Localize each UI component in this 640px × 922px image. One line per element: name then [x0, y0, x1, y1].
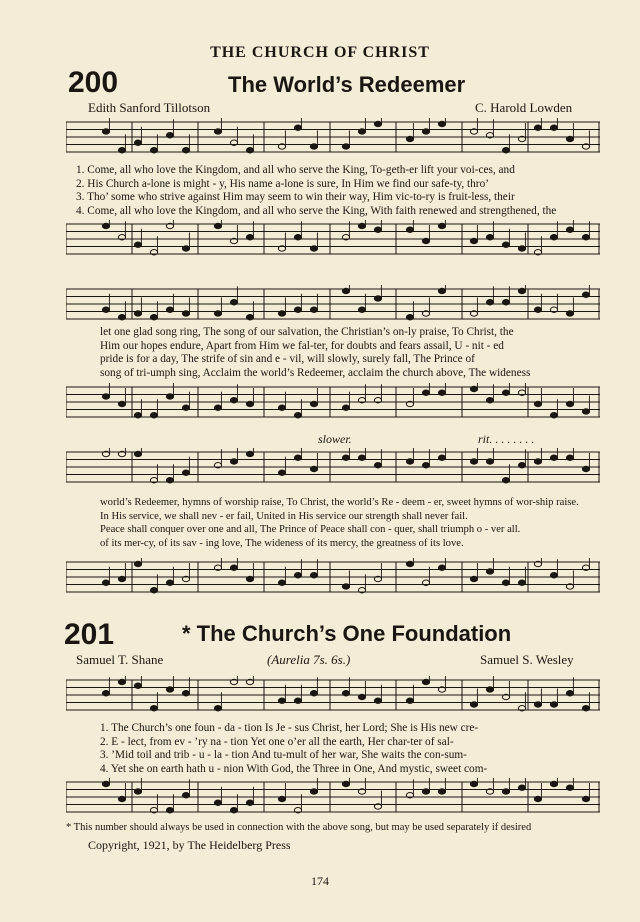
note-head [486, 569, 493, 574]
note-head [486, 235, 493, 240]
note-head [534, 796, 541, 801]
note-head [358, 455, 365, 460]
note-head [214, 405, 221, 410]
note-head [342, 691, 349, 696]
hymn-201-title: * The Church’s One Foundation [182, 621, 512, 646]
note-head [182, 793, 189, 798]
note-head [342, 584, 349, 589]
note-head [150, 588, 157, 593]
note-head [150, 315, 157, 320]
note-head [294, 698, 301, 703]
note-head [438, 288, 445, 293]
verse-line: 4. Yet she on earth hath u - nion With God, the Three in One, And mystic, sweet com- [100, 762, 488, 775]
hymn-200-author: Edith Sanford Tillotson [88, 100, 211, 115]
note-head [294, 455, 301, 460]
note-head [470, 386, 477, 391]
note-head [182, 148, 189, 153]
hymn-200-treble-staff-3 [66, 448, 600, 486]
note-head [102, 223, 109, 228]
verse-line: song of tri-umph sing, Acclaim the world’s Redeemer, acclaim the church above, The wideness [100, 366, 531, 379]
hymn-200-verses-system-1 [76, 164, 556, 218]
note-head [278, 796, 285, 801]
note-head [214, 311, 221, 316]
note-head [246, 148, 253, 153]
hymn-200-bass-staff-3 [66, 558, 600, 596]
note-head [214, 223, 221, 228]
staff-lines [66, 383, 600, 423]
note-head [134, 789, 141, 794]
note-head [134, 451, 141, 456]
note-head [342, 455, 349, 460]
note-head [422, 129, 429, 134]
note-head [294, 125, 301, 130]
verse-line: 1. Come, all who love the Kingdom, and all who serve the King, To-geth-er lift your voi-ces, and [76, 164, 515, 176]
note-head [278, 698, 285, 703]
note-head [214, 800, 221, 805]
note-head [166, 580, 173, 585]
note-head [102, 580, 109, 585]
hymn-201-composer: Samuel S. Wesley [480, 652, 574, 667]
note-head [486, 459, 493, 464]
note-head [566, 311, 573, 316]
verse-line: 1. The Church’s one foun - da - tion Is Je - sus Christ, her Lord; She is His new cre- [100, 722, 479, 734]
note-head [502, 789, 509, 794]
note-head [358, 307, 365, 312]
note-head [166, 394, 173, 399]
note-head [550, 573, 557, 578]
note-head [214, 706, 221, 711]
hymn-201-number: 201 [64, 618, 115, 651]
note-head [342, 144, 349, 149]
staff-lines [66, 285, 600, 325]
verse-line: In His service, we shall nev - er fail, United in His service our strength shall never fail. [100, 510, 468, 522]
staff-lines [66, 448, 600, 488]
hymn-201-bass-staff [66, 778, 600, 816]
hymn-200-bass-staff-1 [66, 220, 600, 258]
verse-line: Peace shall conquer over one and all, The Prince of Peace shall con - quer, shall triumph o - ver all. [100, 524, 521, 535]
note-head [118, 315, 125, 320]
note-head [406, 561, 413, 566]
verse-line: 4. Come, all who love the Kingdom, and all who serve the King, With faith renewed and strengthened, the [76, 204, 557, 217]
note-head [438, 390, 445, 395]
note-head [150, 148, 157, 153]
note-head [102, 781, 109, 786]
note-head [470, 781, 477, 786]
note-head [358, 694, 365, 699]
hymn-200-title: The World’s Redeemer [228, 72, 466, 97]
note-head [134, 311, 141, 316]
note-head [342, 781, 349, 786]
note-head [310, 789, 317, 794]
note-head [486, 687, 493, 692]
note-head [182, 311, 189, 316]
staff-lines [66, 676, 600, 716]
note-head [182, 470, 189, 475]
copyright: Copyright, 1921, by The Heidelberg Press [88, 838, 291, 852]
note-head [182, 246, 189, 251]
note-head [102, 691, 109, 696]
note-head [422, 390, 429, 395]
note-head [102, 394, 109, 399]
footnote: * This number should always be used in connection with the above song, but may be used separately if desired [66, 822, 532, 833]
note-head [374, 121, 381, 126]
note-head [294, 413, 301, 418]
staff-lines [66, 778, 600, 818]
note-head [166, 307, 173, 312]
note-head [422, 238, 429, 243]
note-head [118, 796, 125, 801]
hymn-201-tune: (Aurelia 7s. 6s.) [267, 652, 351, 667]
note-head [134, 242, 141, 247]
note-head [534, 459, 541, 464]
note-head [566, 136, 573, 141]
note-head [422, 463, 429, 468]
note-head [518, 288, 525, 293]
note-head [278, 311, 285, 316]
tempo-rit: rit. . . . . . . . [478, 432, 535, 446]
verse-line: 3. ’Mid toil and trib - u - la - tion And tu-mult of her war, She waits the con-sum- [100, 749, 467, 761]
note-head [406, 459, 413, 464]
note-head [374, 227, 381, 232]
hymn-200-bass-staff-2 [66, 383, 600, 421]
note-head [406, 136, 413, 141]
note-head [518, 246, 525, 251]
note-head [182, 691, 189, 696]
note-head [246, 401, 253, 406]
note-head [550, 781, 557, 786]
verse-line: 2. His Church a-lone is might - y, His name a-lone is sure, In Him we find our safe-ty, thro’ [76, 177, 489, 190]
note-head [182, 405, 189, 410]
note-head [118, 401, 125, 406]
note-head [358, 129, 365, 134]
hymn-200-verses-system-2 [100, 326, 530, 380]
note-head [486, 398, 493, 403]
note-head [502, 148, 509, 153]
hymn-201-treble-staff [66, 676, 600, 714]
note-head [550, 235, 557, 240]
note-head [438, 455, 445, 460]
note-head [582, 706, 589, 711]
note-head [502, 300, 509, 305]
note-head [582, 796, 589, 801]
note-head [102, 129, 109, 134]
note-head [470, 459, 477, 464]
verse-line: Him our hopes endure, Apart from Him we fal-ter, for doubts and fears assail, U - nit - ed [100, 339, 504, 352]
note-head [230, 300, 237, 305]
note-head [550, 413, 557, 418]
note-head [358, 223, 365, 228]
note-head [550, 702, 557, 707]
note-head [294, 573, 301, 578]
hymn-200-composer: C. Harold Lowden [475, 100, 573, 115]
note-head [246, 576, 253, 581]
note-head [118, 679, 125, 684]
note-head [166, 478, 173, 483]
note-head [150, 413, 157, 418]
note-head [566, 455, 573, 460]
note-head [582, 466, 589, 471]
note-head [502, 580, 509, 585]
note-head [166, 687, 173, 692]
note-head [310, 307, 317, 312]
note-head [310, 691, 317, 696]
note-head [550, 455, 557, 460]
note-head [534, 401, 541, 406]
note-head [534, 307, 541, 312]
note-head [406, 698, 413, 703]
note-head [470, 576, 477, 581]
note-head [534, 125, 541, 130]
hymn-201-verses [100, 722, 487, 776]
note-head [278, 405, 285, 410]
hymn-200-treble-staff-1 [66, 118, 600, 156]
note-head [166, 808, 173, 813]
note-head [502, 478, 509, 483]
note-head [438, 565, 445, 570]
verse-line: world’s Redeemer, hymns of worship raise, To Christ, the world’s Re - deem - er, sweet hymns of wor-ship raise. [100, 497, 579, 508]
note-head [246, 451, 253, 456]
note-head [118, 148, 125, 153]
note-head [422, 789, 429, 794]
note-head [342, 288, 349, 293]
verse-line: of its mer-cy, of its sav - ing love, The wideness of its mercy, the greatness of its love. [100, 537, 464, 549]
note-head [310, 246, 317, 251]
note-head [470, 702, 477, 707]
note-head [230, 808, 237, 813]
note-head [230, 459, 237, 464]
note-head [534, 702, 541, 707]
hymn-200-treble-staff-2 [66, 285, 600, 323]
note-head [150, 706, 157, 711]
note-head [374, 296, 381, 301]
note-head [246, 315, 253, 320]
note-head [310, 144, 317, 149]
section-heading: THE CHURCH OF CHRIST [210, 44, 430, 61]
note-head [166, 133, 173, 138]
note-head [582, 235, 589, 240]
note-head [582, 409, 589, 414]
note-head [134, 413, 141, 418]
verse-line: pride is for a day, The strife of sin and e - vil, will slowly, surely fall, The Prince of [100, 353, 475, 365]
note-head [230, 398, 237, 403]
note-head [294, 235, 301, 240]
note-head [102, 307, 109, 312]
note-head [214, 129, 221, 134]
verse-line: 2. E - lect, from ev - ’ry na - tion Yet one o’er all the earth, Her char-ter of sal- [100, 735, 454, 748]
note-head [246, 800, 253, 805]
note-head [502, 242, 509, 247]
note-head [134, 683, 141, 688]
note-head [310, 401, 317, 406]
note-head [374, 463, 381, 468]
note-head [278, 470, 285, 475]
tempo-slower: slower. [318, 432, 352, 446]
note-head [470, 238, 477, 243]
note-head [438, 223, 445, 228]
note-head [294, 307, 301, 312]
staff-lines [66, 118, 600, 158]
staff-lines [66, 558, 600, 598]
note-head [438, 789, 445, 794]
note-head [342, 405, 349, 410]
note-head [502, 390, 509, 395]
note-head [518, 580, 525, 585]
note-head [550, 125, 557, 130]
note-head [486, 300, 493, 305]
note-head [118, 576, 125, 581]
note-head [566, 227, 573, 232]
note-head [278, 580, 285, 585]
note-head [374, 698, 381, 703]
verse-line: 3. Tho’ some who strive against Him may seem to win their way, Him vic-to-ry is fruit-less, their [76, 191, 515, 203]
hymn-200-verses-system-3 [100, 496, 579, 550]
hymn-201-author: Samuel T. Shane [76, 652, 164, 667]
note-head [566, 691, 573, 696]
note-head [566, 785, 573, 790]
note-head [406, 315, 413, 320]
note-head [134, 561, 141, 566]
note-head [582, 292, 589, 297]
note-head [518, 785, 525, 790]
note-head [518, 463, 525, 468]
hymn-200-number: 200 [68, 66, 119, 99]
page-number: 174 [311, 874, 329, 888]
verse-line: let one glad song ring, The song of our salvation, the Christian’s on-ly praise, To Christ, the [100, 326, 514, 338]
note-head [422, 679, 429, 684]
note-head [310, 573, 317, 578]
note-head [230, 565, 237, 570]
note-head [406, 227, 413, 232]
note-head [246, 235, 253, 240]
note-head [566, 401, 573, 406]
note-head [310, 466, 317, 471]
note-head [134, 140, 141, 145]
staff-lines [66, 220, 600, 260]
note-head [438, 121, 445, 126]
